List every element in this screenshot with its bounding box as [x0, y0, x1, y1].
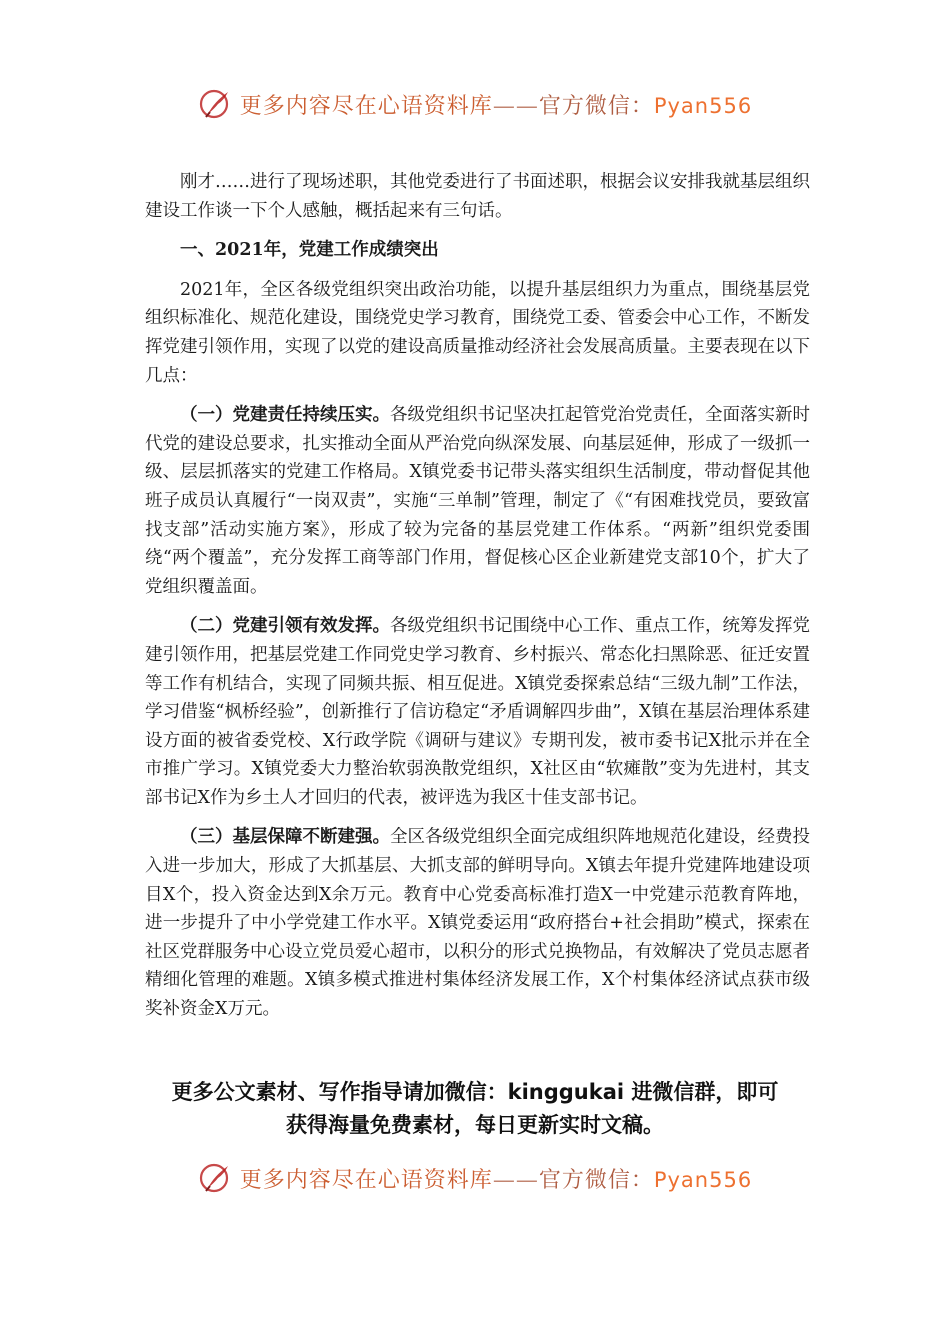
point-text-2: 各级党组织书记围绕中心工作、重点工作，统筹发挥党建引领作用，把基层党建工作同党史学习教育、乡村振兴、常态化扫黑除恶、征迁安置等工作有机结合，实现了同频共振、相互促进。X镇党委探索总结“三级九制”工作法，学习借鉴“枫桥经验”，创新推行了信访稳定“矛盾调解四步曲”，X镇在基层治理体系建设方面的被省委党校、X行政学院《调研与建议》专期刊发，被市委书记X批示并在全市推广学习。X镇党委大力整治软弱涣散党组织，X社区由“软瘫散”变为先进村，其支部书记X作为乡土人才回归的代表，被评选为我区十佳支部书记。: [145, 616, 810, 808]
banner-dash: ——: [492, 93, 539, 119]
footer-watermark-banner: [0, 1158, 950, 1198]
point-text-3: 全区各级党组织全面完成组织阵地规范化建设，经费投入进一步加大，形成了大抓基层、大抓支部的鲜明导向。X镇去年提升党建阵地建设项目X个，投入资金达到X余万元。教育中心党委高标准打造X一中党建示范教育阵地，进一步提升了中小学党建工作水平。X镇党委运用“政府搭台+社会捐助”模式，探索在社区党群服务中心设立党员爱心超市，以积分的形式兑换物品，有效解决了党员志愿者精细化管理的难题。X镇多模式推进村集体经济发展工作，X个村集体经济试点获市级奖补资金X万元。: [145, 827, 810, 1020]
quill-pen-icon: [198, 1160, 234, 1196]
section-heading: 一、2021年，党建工作成绩突出: [180, 240, 439, 261]
document-body: [145, 168, 810, 1024]
point-text-1: 各级党组织书记坚决扛起管党治党责任，全面落实新时代党的建设总要求，扎实推动全面从严治党向纵深发展、向基层延伸，形成了一级抓一级、层层抓落实的党建工作格局。X镇党委书记带头落实组织生活制度，带动督促其他班子成员认真履行“一岗双责”，实施“三单制”管理，制定了《“有困难找党员，要致富找支部”活动实施方案》，形成了较为完备的基层党建工作体系。“两新”组织党委围绕“两个覆盖”，充分发挥工商等部门作用，督促核心区企业新建党支部10个，扩大了党组织覆盖面。: [145, 405, 810, 597]
banner-wechat-label: 官方微信：: [538, 93, 654, 119]
point-title-2: （二）党建引领有效发挥。: [180, 616, 390, 637]
banner-wechat-id: Pyan556: [653, 1167, 753, 1192]
banner-dash: ——: [492, 1167, 539, 1193]
quill-pen-icon: [198, 86, 234, 122]
promo-line-1: 更多公文素材、写作指导请加微信：kinggukai 进微信群，即可: [171, 1080, 779, 1104]
point-paragraph-2: [145, 612, 810, 812]
banner-wechat-label: 官方微信：: [538, 1167, 654, 1193]
point-title-3: （三）基层保障不断建强。: [180, 827, 390, 848]
section-paragraph: 2021年，全区各级党组织突出政治功能，以提升基层组织力为重点，围绕基层党组织标准化、规范化建设，围绕党史学习教育，围绕党工委、管委会中心工作，不断发挥党建引领作用，实现了以党的建设高质量推动经济社会发展高质量。主要表现在以下几点：: [145, 279, 810, 386]
promo-line-2: 获得海量免费素材，每日更新实时文稿。: [286, 1113, 664, 1137]
intro-paragraph: 刚才……进行了现场述职，其他党委进行了书面述职，根据会议安排我就基层组织建设工作谈一下个人感触，概括起来有三句话。: [145, 172, 810, 221]
header-watermark-banner: [0, 84, 950, 124]
banner-library-name: 更多内容尽在心语资料库: [239, 1167, 493, 1193]
banner-wechat-id: Pyan556: [653, 93, 753, 118]
promo-note: [130, 1076, 820, 1142]
point-paragraph-3: [145, 823, 810, 1023]
point-paragraph-1: [145, 401, 810, 601]
banner-text: [240, 89, 752, 120]
point-title-1: （一）党建责任持续压实。: [180, 405, 390, 426]
banner-library-name: 更多内容尽在心语资料库: [239, 93, 493, 119]
banner-text: [240, 1163, 752, 1194]
